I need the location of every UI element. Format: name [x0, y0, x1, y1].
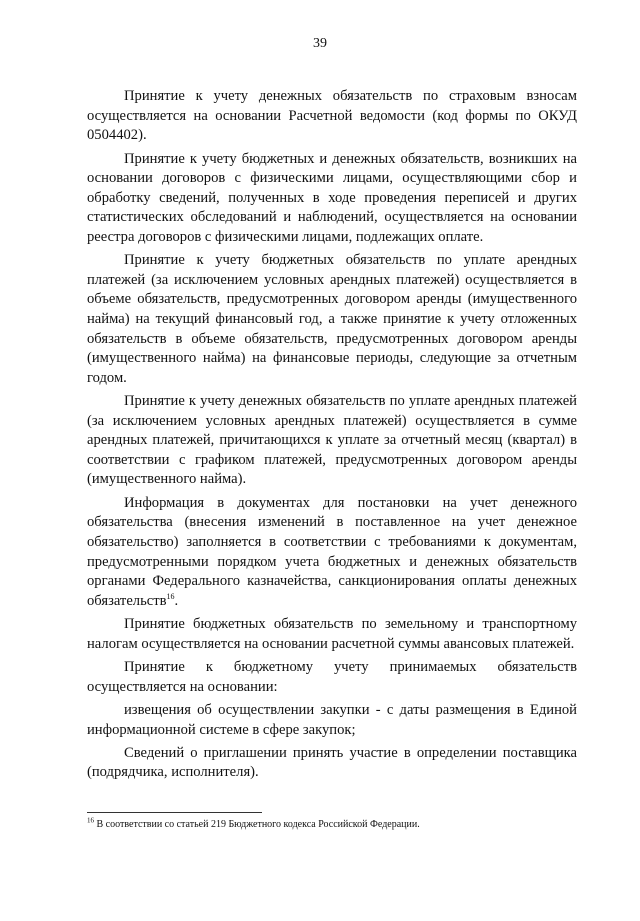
- footnote: [87, 818, 577, 831]
- footnote-separator: [87, 812, 262, 813]
- list-item-invitation-info: Сведений о приглашении принять участие в определении поставщика (подрядчика, исполнителя).: [87, 744, 577, 781]
- paragraph-tax-obligations: Принятие бюджетных обязательств по земельному и транспортному налогам осуществляется на основании расчетной суммы авансовых платежей.: [87, 616, 577, 652]
- paragraph-lease-monetary-obligations: Принятие к учету денежных обязательств по уплате арендных платежей (за исключением условных арендных платежей) осуществляется в сумме арендных платежей, причитающихся к уплате за отчетный месяц (квартал) в соответствии с графиком платежей, предусмотренных договором аренды (имущественного найма).: [87, 393, 577, 488]
- paragraph-document-information: Информация в документах для постановки на учет денежного обязательства (внесения изменений в поставленное на учет денежное обязательство) заполняется в соответствии с требованиями к документам, предусмотренными порядком учета бюджетных и денежных обязательств органами Федерального казначейства, санкционирования оплаты денежных обязательств$^{16}$.: [87, 494, 577, 609]
- paragraph-lease-budget-obligations: Принятие к учету бюджетных обязательств по уплате арендных платежей (за исключением условных арендных платежей) осуществляется в объеме обязательств, предусмотренных договором аренды (имущественного найма) на текущий финансовый год, а также принятие к учету отложенных обязательств в объеме обязательств, предусмотренных договором аренды (имущественного найма) на финансовые периоды, следующие за отчетным годом.: [87, 252, 577, 386]
- paragraph-individual-contracts: Принятие к учету бюджетных и денежных обязательств, возникших на основании договоров с физическими лицами, осуществляющими сбор и обработку сведений, полученных в ходе проведения переписей и других статистических обследований и наблюдений, осуществляется на основании реестра договоров с физическими лицами, подлежащих оплате.: [87, 150, 577, 245]
- footnote-text: В соответствии со статьей 219 Бюджетного кодекса Российской Федерации.: [96, 819, 420, 830]
- body-text: [87, 87, 577, 786]
- paragraph-acceptance-basis: Принятие к бюджетному учету принимаемых обязательств осуществляется на основании:: [87, 659, 577, 695]
- list-item-procurement-notice: извещения об осуществлении закупки - с даты размещения в Единой информационной системе в сфере закупок;: [87, 702, 577, 738]
- paragraph-insurance-contributions: Принятие к учету денежных обязательств по страховым взносам осуществляется на основании Расчетной ведомости (код формы по ОКУД 0504402).: [87, 88, 577, 144]
- paragraph-document-information-text: Информация в документах для постановки на учет денежного обязательства (внесения изменений в поставленное на учет денежное обязательство) заполняется в соответствии с требованиями к документам, предусмотренными порядком учета бюджетных и денежных обязательств органами Федерального казначейства, санкционирования оплаты денежных обязательств: [87, 494, 577, 609]
- footnote-marker: 16: [87, 816, 94, 825]
- page-number: 39: [313, 36, 327, 51]
- footnote-reference: 16: [166, 591, 175, 601]
